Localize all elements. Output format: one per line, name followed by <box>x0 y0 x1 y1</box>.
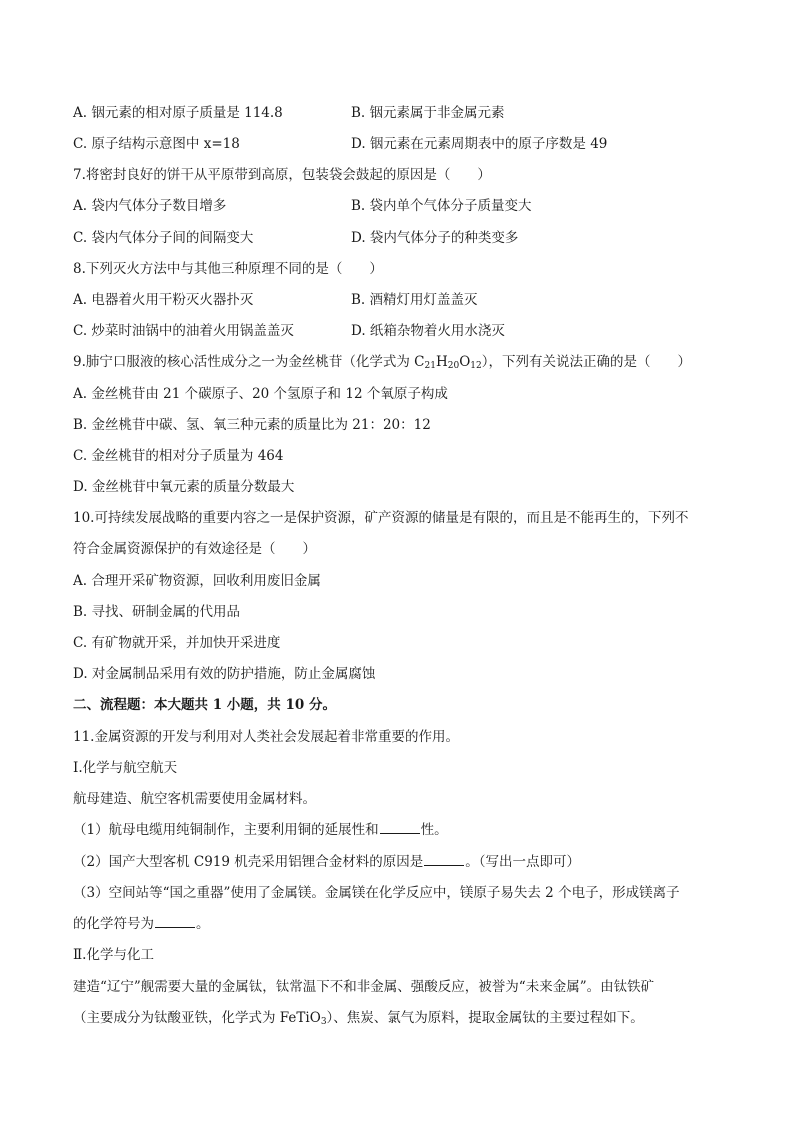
q6-option-b[interactable]: B. 铟元素属于非金属元素 <box>351 105 505 121</box>
q10-option-c[interactable]: C. 有矿物就开采，并加快开采进度 <box>73 635 281 651</box>
q7-option-d[interactable]: D. 袋内气体分子的种类变多 <box>351 230 519 246</box>
q8-option-a[interactable]: A. 电器着火用干粉灭火器扑灭 <box>73 292 254 308</box>
q8-option-d[interactable]: D. 纸箱杂物着火用水浇灭 <box>351 323 505 339</box>
q11-stem: 11.金属资源的开发与利用对人类社会发展起着非常重要的作用。 <box>73 729 459 745</box>
q11-sub2: （2）国产大型客机 C919 机壳采用铝锂合金材料的原因是 。（写出一点即可） <box>73 854 581 870</box>
answer-blank-2[interactable] <box>424 853 464 866</box>
q9-stem: 9.肺宁口服液的核心活性成分之一为金丝桃苷（化学式为 $C_{21}H_{20}O_{12}$），下列有关说法正确的是（ ） <box>73 354 691 371</box>
q8-option-b[interactable]: B. 酒精灯用灯盖盖灭 <box>351 292 478 308</box>
q10-option-d[interactable]: D. 对金属制品采用有效的防护措施，防止金属腐蚀 <box>73 666 376 682</box>
q8-options-row1 <box>73 291 478 309</box>
q6-options-row2 <box>73 135 608 153</box>
q11-sub3-line1: （3）空间站等“国之重器”使用了金属镁。金属镁在化学反应中，镁原子易失去 2 个电子，形成镁离子 <box>73 885 680 901</box>
answer-blank-1[interactable] <box>380 821 420 834</box>
q8-stem: 8.下列灭火方法中与其他三种原理不同的是（ ） <box>73 261 383 277</box>
q10-option-b[interactable]: B. 寻找、研制金属的代用品 <box>73 604 241 620</box>
q11-sub3-line2: 的化学符号为 。 <box>73 916 210 932</box>
q10-stem-line1: 10.可持续发展战略的重要内容之一是保护资源，矿产资源的储量是有限的，而且是不能再生的，下列不 <box>73 510 689 526</box>
q7-options-row1 <box>73 197 532 215</box>
q6-options-row1 <box>73 104 505 122</box>
q11-part2-title: Ⅱ.化学与化工 <box>73 947 154 963</box>
q10-option-a[interactable]: A. 合理开采矿物资源，回收利用废旧金属 <box>73 573 321 589</box>
q7-stem: 7.将密封良好的饼干从平原带到高原，包装袋会鼓起的原因是（ ） <box>73 167 491 183</box>
q10-stem-line2: 符合金属资源保护的有效途径是（ ） <box>73 541 316 557</box>
answer-blank-3[interactable] <box>155 915 195 928</box>
q11-sub1: （1）航母电缆用纯铜制作，主要利用铜的延展性和 性。 <box>73 822 448 838</box>
q7-option-c[interactable]: C. 袋内气体分子间的间隔变大 <box>73 230 254 246</box>
q11-part2-line1: 建造“辽宁”舰需要大量的金属钛，钛常温下不和非金属、强酸反应，被誉为“未来金属”。由钛铁矿 <box>73 979 655 995</box>
q9-option-c[interactable]: C. 金丝桃苷的相对分子质量为 464 <box>73 448 284 464</box>
q9-option-d[interactable]: D. 金丝桃苷中氧元素的质量分数最大 <box>73 479 295 495</box>
q11-part1-intro: 航母建造、航空客机需要使用金属材料。 <box>73 791 316 807</box>
q9-option-b[interactable]: B. 金丝桃苷中碳、氢、氧三种元素的质量比为 21：20：12 <box>73 417 431 433</box>
q7-option-a[interactable]: A. 袋内气体分子数目增多 <box>73 198 227 214</box>
q6-option-a[interactable]: A. 铟元素的相对原子质量是 114.8 <box>73 105 283 121</box>
q6-option-c[interactable]: C. 原子结构示意图中 x=18 <box>73 136 240 152</box>
q11-part2-line2: （主要成分为钛酸亚铁，化学式为 FeTiO$_3$）、焦炭、氯气为原料，提取金属钛的主要过程如下。 <box>73 1010 644 1027</box>
section-heading: 二、流程题：本大题共 1 小题，共 10 分。 <box>73 697 336 713</box>
q8-options-row2 <box>73 322 505 340</box>
q7-options-row2 <box>73 229 519 247</box>
q6-option-d[interactable]: D. 铟元素在元素周期表中的原子序数是 49 <box>351 136 608 152</box>
q11-part1-title: Ⅰ.化学与航空航天 <box>73 760 178 776</box>
q8-option-c[interactable]: C. 炒菜时油锅中的油着火用锅盖盖灭 <box>73 323 294 339</box>
q7-option-b[interactable]: B. 袋内单个气体分子质量变大 <box>351 198 532 214</box>
q9-option-a[interactable]: A. 金丝桃苷由 21 个碳原子、20 个氢原子和 12 个氧原子构成 <box>73 386 448 402</box>
